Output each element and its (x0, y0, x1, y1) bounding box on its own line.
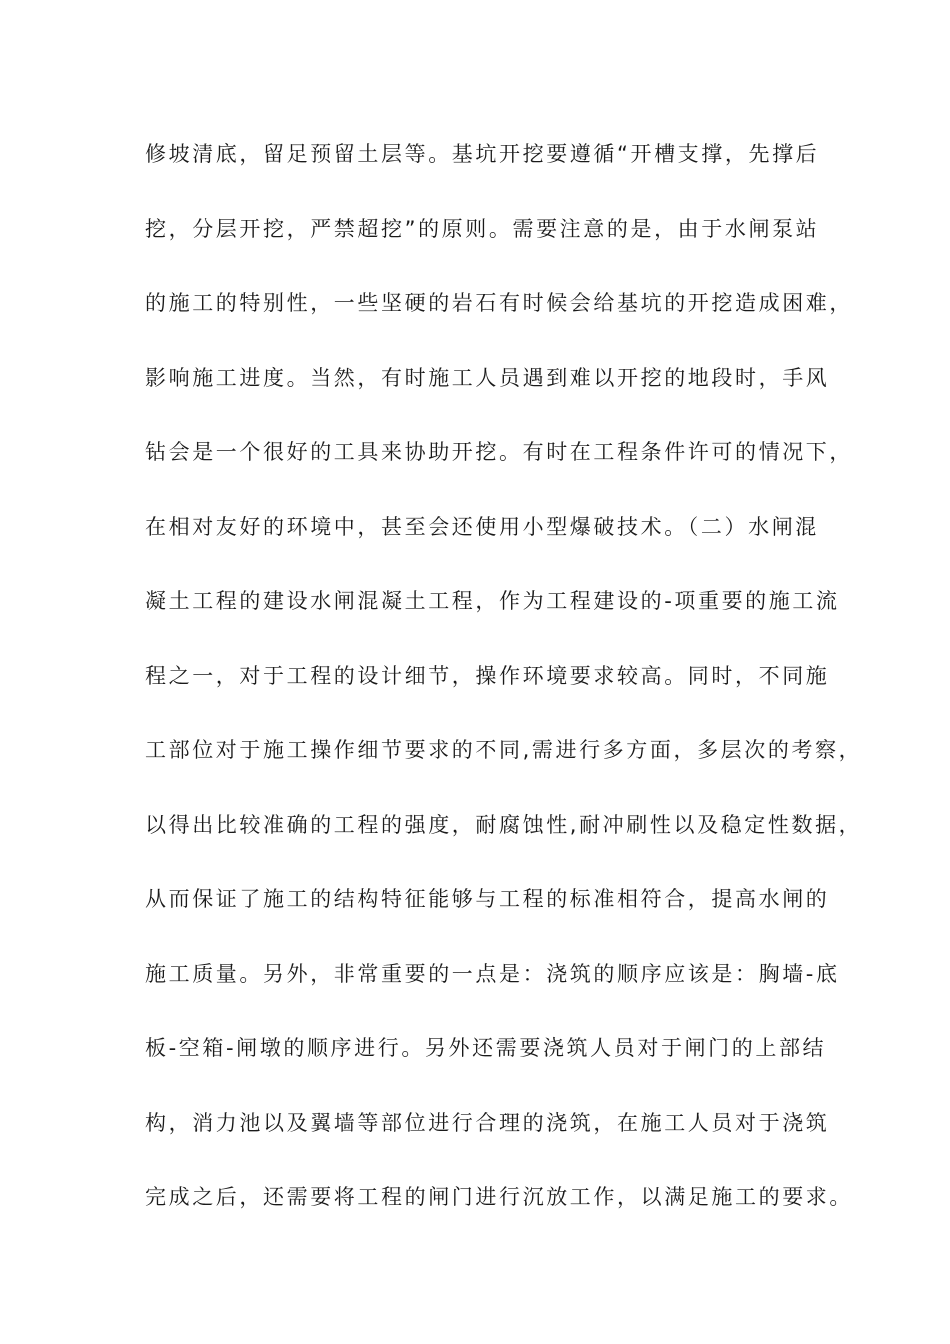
text-line-6: 在相对友好的环境中，甚至会还使用小型爆破技术。（二）水闸混 (145, 514, 819, 539)
text-line-8: 程之一，对于工程的设计细节，操作环境要求较高。同时，不同施 (145, 663, 830, 688)
text-line-9: 工部位对于施工操作细节要求的不同,需进行多方面，多层次的考察， (145, 738, 863, 762)
text-line-11: 从而保证了施工的结构特征能够与工程的标准相符合，提高水闸的 (145, 887, 830, 911)
text-line-15: 完成之后，还需要将工程的闸门进行沉放工作，以满足施工的要求。 (145, 1185, 853, 1209)
text-line-4: 影响施工进度。当然，有时施工人员遇到难以开挖的地段时，手风 (145, 365, 830, 390)
text-line-13: 板-空箱-闸墩的顺序进行。另外还需要浇筑人员对于闸门的上部结 (145, 1036, 827, 1060)
text-line-2: 挖，分层开挖，严禁超挖”的原则。需要注意的是，由于水闸泵站 (145, 216, 820, 241)
text-line-1: 修坡清底，留足预留土层等。基坑开挖要遵循“开槽支撑，先撑后 (145, 142, 820, 166)
body-text (145, 134, 863, 1252)
text-line-14: 构，消力池以及翼墙等部位进行合理的浇筑，在施工人员对于浇筑 (145, 1110, 830, 1135)
text-line-7: 凝土工程的建设水闸混凝土工程，作为工程建设的-项重要的施工流 (145, 589, 840, 613)
text-line-3: 的施工的特别性，一些坚硬的岩石有时候会给基坑的开挖造成困难， (145, 291, 853, 315)
text-line-10: 以得出比较准确的工程的强度，耐腐蚀性,耐冲刷性以及稳定性数据， (145, 812, 863, 837)
text-line-5: 钻会是一个很好的工具来协助开挖。有时在工程条件许可的情况下， (145, 440, 853, 464)
text-line-12: 施工质量。另外，非常重要的一点是：浇筑的顺序应该是：胸墙-底 (145, 961, 840, 986)
